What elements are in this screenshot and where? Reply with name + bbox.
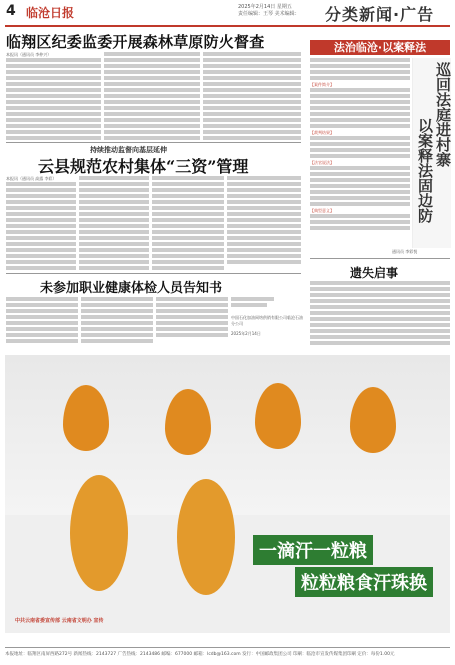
third-signature: 中国石化加油网络供销有限公司临沧石油分公司 (231, 315, 303, 326)
section-title: 分类新闻·广告 (325, 5, 435, 24)
main-article-col-2 (104, 52, 200, 142)
sidebar-vertical-titles (412, 58, 451, 248)
second-headline: 云县规范农村集体“三资”管理 (38, 157, 249, 176)
main-article-col-1 (6, 52, 101, 142)
header-rule (5, 25, 450, 27)
sidebar-tag-case: 【案件简介】 (310, 82, 334, 87)
third-article-col-3 (156, 297, 228, 347)
date-line-2: 责任编辑：王琴 美术编辑： (238, 11, 300, 17)
third-article-col-2 (81, 297, 153, 347)
date-line-1: 2025年2月14日 星期五 (238, 4, 292, 10)
third-article-col-4 (231, 297, 303, 347)
page-number: 4 (6, 3, 16, 19)
promo-poster (5, 355, 450, 633)
sidebar-vertical-title-2: 以案释法固边防 (416, 118, 434, 223)
second-article-col-3 (152, 176, 224, 272)
footer-rule (5, 647, 450, 648)
second-article-col-2 (79, 176, 149, 272)
third-article-col-1 (6, 297, 78, 347)
divider (6, 273, 301, 274)
footer-info: 本报地址：临翔区南屏西路272号 新闻热线：2143727 广告热线：2143486 邮编：677000 邮箱：lcdb@163.com 发行：中国邮政集团公司 印刷：临沧市宣发传媒集团印刷 定价：每份1.00元 (5, 652, 395, 657)
promo-slogan-2: 粒粒粮食汗珠换 (295, 567, 433, 597)
promo-credits: 中共云南省委宣传部 云南省文明办 宣传 (15, 618, 104, 624)
third-headline: 未参加职业健康体检人员告知书 (40, 281, 223, 296)
promo-slogan-1: 一滴汗一粒粮 (253, 535, 373, 565)
main-article-col-3 (203, 52, 301, 142)
brand-logo: 临沧日报 (26, 6, 75, 20)
masthead (0, 0, 455, 28)
publish-date (238, 4, 318, 18)
second-kicker: 持续推动监督向基层延伸 (90, 145, 167, 154)
divider (6, 142, 301, 143)
sidebar-vertical-title-1: 巡回法庭进村寨 (434, 62, 452, 167)
notice-body (310, 281, 450, 349)
sidebar-author: 通讯员 李彩悦 (392, 249, 418, 254)
second-article-col-4 (227, 176, 301, 272)
main-byline: 本报讯（通讯员 李仲兴） (6, 52, 52, 57)
rice-grain-icon (177, 479, 235, 595)
divider (310, 258, 450, 259)
main-headline: 临翔区纪委监委开展森林草原防火督查 (6, 33, 265, 51)
sidebar-tag-result: 【裁判结果】 (310, 130, 334, 135)
sidebar-tag-law: 【法官说法】 (310, 160, 334, 165)
third-date: 2025年2月14日 (231, 331, 261, 336)
sidebar-article (310, 58, 410, 248)
sidebar-title: 法治临沧·以案释法 (310, 40, 450, 55)
second-article-col-1 (6, 176, 76, 272)
notice-title: 遗失启事 (350, 266, 399, 280)
sidebar-tag-meaning: 【典型意义】 (310, 208, 334, 213)
rice-grain-icon (70, 475, 128, 591)
second-byline: 本报讯（通讯员 高露 李彩） (6, 176, 57, 181)
